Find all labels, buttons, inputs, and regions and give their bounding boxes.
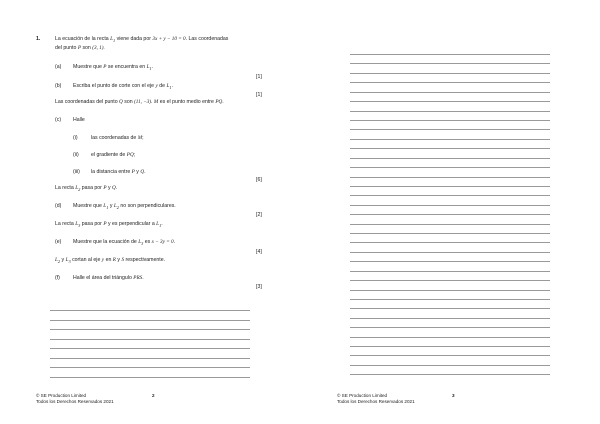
answer-line[interactable]: [50, 329, 250, 330]
answer-line[interactable]: [350, 299, 550, 300]
answer-line[interactable]: [50, 377, 250, 378]
answer-line[interactable]: [350, 177, 550, 178]
footer-left: [36, 393, 114, 405]
part-d-label: (d): [55, 203, 62, 209]
answer-line[interactable]: [350, 308, 550, 309]
question-intro-line-2: del punto P son (3, 1).: [55, 45, 105, 51]
part-e-label: (e): [55, 239, 62, 245]
answer-line[interactable]: [350, 365, 550, 366]
answer-line[interactable]: [350, 63, 550, 64]
answer-line[interactable]: [50, 320, 250, 321]
question-number: 1.: [36, 36, 41, 42]
part-c-text: Halle: [73, 117, 85, 123]
answer-line[interactable]: [350, 111, 550, 112]
part-c-ii-text: el gradiente de PQ;: [91, 152, 136, 158]
line-l2-statement: La recta $L_2$ pasa por P y Q.: [55, 185, 118, 193]
answer-line[interactable]: [350, 120, 550, 121]
page-number: 3: [452, 393, 455, 398]
answer-line[interactable]: [350, 195, 550, 196]
point-q-statement: Las coordenadas del punto Q son (11, −3). M es el punto medio entre PQ.: [55, 99, 224, 105]
answer-line[interactable]: [350, 92, 550, 93]
line-l3-statement: La recta $L_3$ pasa por P y es perpendicular a $L_1$.: [55, 221, 163, 229]
answer-line[interactable]: [350, 224, 550, 225]
copyright-text: © SE Production Limited: [36, 393, 87, 398]
part-d-marks: [2]: [256, 212, 262, 218]
part-c-label: (c): [55, 117, 62, 123]
answer-line[interactable]: [350, 129, 550, 130]
part-c-iii-label: (iii): [73, 169, 80, 175]
answer-line[interactable]: [350, 148, 550, 149]
footer-right: [337, 393, 415, 405]
answer-line[interactable]: [350, 54, 550, 55]
answer-line[interactable]: [350, 252, 550, 253]
part-c-marks: [6]: [256, 177, 262, 183]
part-e-text: Muestre que la ecuación de $L_3$ es x − 3y = 0.: [73, 239, 176, 247]
answer-line[interactable]: [350, 337, 550, 338]
answer-line[interactable]: [350, 242, 550, 243]
answer-line[interactable]: [350, 139, 550, 140]
answer-line[interactable]: [350, 101, 550, 102]
answer-line[interactable]: [350, 205, 550, 206]
part-f-label: (f): [55, 275, 60, 281]
part-b-label: (b): [55, 83, 62, 89]
answer-line[interactable]: [50, 310, 250, 311]
answer-line[interactable]: [350, 186, 550, 187]
part-c-ii-label: (ii): [73, 152, 79, 158]
answer-line[interactable]: [350, 73, 550, 74]
part-a-marks: [1]: [256, 74, 262, 80]
answer-line[interactable]: [350, 261, 550, 262]
rights-text: Todos los Derechos Reservados 2021: [337, 399, 415, 405]
rights-text: Todos los Derechos Reservados 2021: [36, 399, 114, 405]
answer-line[interactable]: [350, 233, 550, 234]
part-b-marks: [1]: [256, 92, 262, 98]
part-b-text: Escriba el punto de corte con el eje y de $L_1$.: [73, 83, 174, 91]
answer-line[interactable]: [350, 214, 550, 215]
part-c-iii-text: la distancia entre P y Q.: [91, 169, 146, 175]
answer-line[interactable]: [350, 158, 550, 159]
answer-line[interactable]: [350, 280, 550, 281]
part-c-i-label: (i): [73, 135, 78, 141]
answer-line[interactable]: [50, 348, 250, 349]
part-d-text: Muestre que $L_1$ y $L_2$ no son perpendiculares.: [73, 203, 176, 211]
answer-line[interactable]: [350, 290, 550, 291]
part-f-marks: [3]: [256, 284, 262, 290]
answer-line[interactable]: [350, 167, 550, 168]
answer-line[interactable]: [350, 327, 550, 328]
answer-line[interactable]: [350, 318, 550, 319]
answer-line[interactable]: [350, 374, 550, 375]
part-c-i-text: las coordenadas de M;: [91, 135, 144, 141]
answer-line[interactable]: [350, 271, 550, 272]
answer-line[interactable]: [50, 367, 250, 368]
question-intro-line-1: La ecuación de la recta $L_1$ viene dada por 3x + y − 10 = 0. Las coordenadas: [55, 36, 229, 44]
answer-line[interactable]: [350, 355, 550, 356]
part-e-marks: [4]: [256, 249, 262, 255]
part-a-label: (a): [55, 64, 62, 70]
answer-line[interactable]: [350, 82, 550, 83]
copyright-text: © SE Production Limited: [337, 393, 388, 398]
part-a-text: Muestre que P se encuentra en $L_1$.: [73, 64, 154, 72]
answer-line[interactable]: [350, 346, 550, 347]
answer-line[interactable]: [50, 339, 250, 340]
page-number: 2: [152, 393, 155, 398]
part-f-text: Halle el área del triángulo PRS.: [73, 275, 144, 281]
answer-line[interactable]: [50, 358, 250, 359]
rs-statement: $L_2$ y $L_3$ cortan al eje y en R y S respectivamente.: [55, 257, 166, 265]
